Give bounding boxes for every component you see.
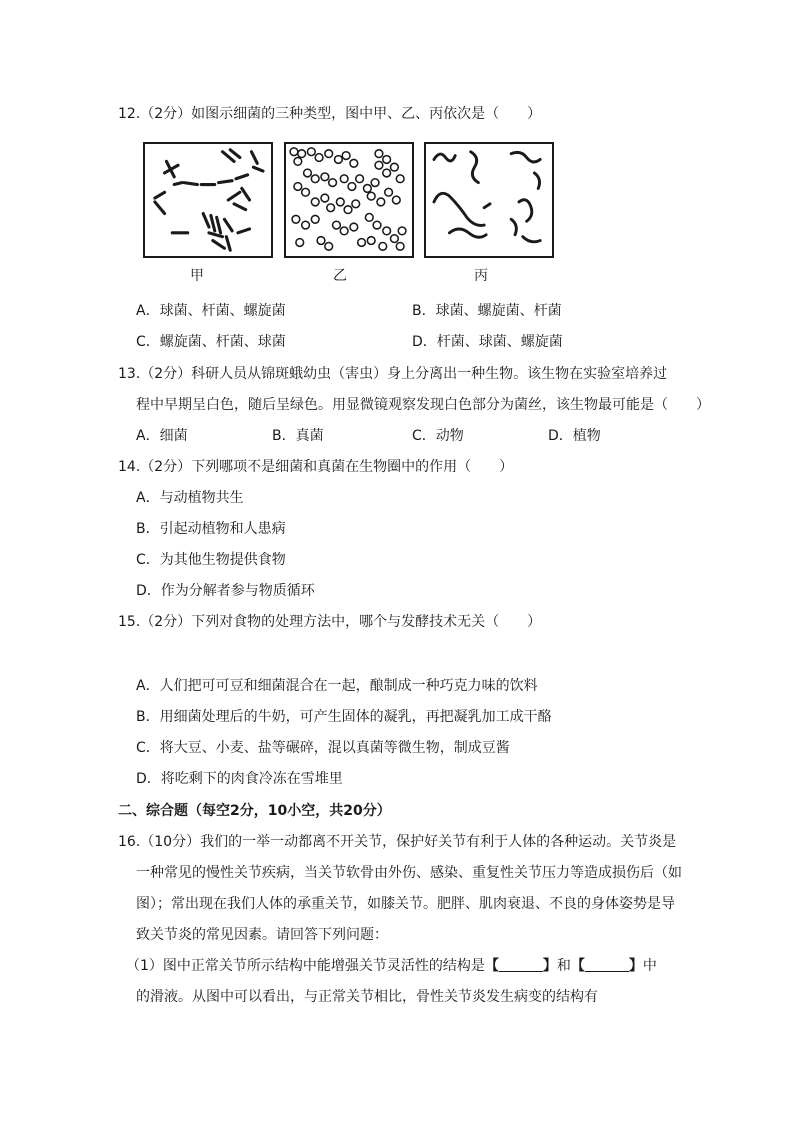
q16-line-6: 的滑液。从图中可以看出，与正常关节相比，骨性关节炎发生病变的结构有	[136, 989, 598, 1005]
bracket-open-2: 【	[570, 958, 585, 974]
q16-line-1: 16.（10分）我们的一举一动都离不开关节，保护好关节有利于人体的各种运动。关节炎是	[118, 834, 677, 850]
bracket-close-1: 】	[542, 958, 557, 974]
q16-sub1-tail: 中	[642, 958, 657, 974]
q16-sub1-and: 和	[556, 958, 571, 974]
answer-blank-2[interactable]	[585, 957, 629, 972]
q13-option-b[interactable]: B．真菌	[272, 428, 324, 444]
q16-line-4: 致关节炎的常见因素。请回答下列问题：	[136, 927, 388, 943]
q14-option-a[interactable]: A．与动植物共生	[136, 490, 244, 506]
q14-option-c[interactable]: C．为其他生物提供食物	[136, 552, 286, 568]
answer-blank-1[interactable]	[499, 957, 543, 972]
q13-option-c[interactable]: C．动物	[412, 428, 464, 444]
bacilli-panel	[143, 142, 273, 258]
q12-option-a[interactable]: A．球菌、杆菌、螺旋菌	[136, 303, 286, 319]
q13-stem-line-1: 13.（2分）科研人员从锦斑蛾幼虫（害虫）身上分离出一种生物。该生物在实验室培养过	[118, 366, 668, 382]
q15-option-b[interactable]: B．用细菌处理后的牛奶，可产生固体的凝乳，再把凝乳加工成干酪	[136, 709, 552, 725]
spirilla-panel	[424, 142, 554, 258]
bracket-close-2: 】	[628, 958, 643, 974]
q13-option-d[interactable]: D．植物	[548, 428, 601, 444]
cocci-drawing	[286, 144, 412, 256]
cocci-panel	[284, 142, 414, 258]
bracket-open-1: 【	[484, 958, 499, 974]
q14-stem: 14.（2分）下列哪项不是细菌和真菌在生物圈中的作用（ ）	[118, 459, 514, 475]
q12-stem: 12.（2分）如图示细菌的三种类型，图中甲、乙、丙依次是（ ）	[118, 106, 542, 122]
q15-option-d[interactable]: D．将吃剩下的肉食冷冻在雪堆里	[136, 771, 343, 787]
q15-option-c[interactable]: C．将大豆、小麦、盐等碾碎，混以真菌等微生物，制成豆酱	[136, 740, 510, 756]
q14-option-d[interactable]: D．作为分解者参与物质循环	[136, 583, 315, 599]
q16-subquestion-1	[126, 955, 657, 975]
panel-label-bing: 丙	[474, 268, 488, 284]
q15-option-a[interactable]: A．人们把可可豆和细菌混合在一起，酿制成一种巧克力味的饮料	[136, 678, 538, 694]
q12-option-c[interactable]: C．螺旋菌、杆菌、球菌	[136, 334, 286, 350]
q16-line-2: 一种常见的慢性关节疾病，当关节软骨由外伤、感染、重复性关节压力等造成损伤后（如	[136, 865, 682, 881]
panel-label-jia: 甲	[190, 268, 204, 284]
q15-stem: 15.（2分）下列对食物的处理方法中，哪个与发酵技术无关（ ）	[118, 614, 542, 630]
q12-option-b[interactable]: B．球菌、螺旋菌、杆菌	[412, 303, 562, 319]
section-2-title: 二、综合题（每空2分，10小空，共20分）	[118, 803, 391, 819]
q16-line-3: 图）；常出现在我们人体的承重关节，如膝关节。肥胖、肌肉衰退、不良的身体姿势是导	[136, 896, 675, 912]
spirilla-drawing	[426, 144, 552, 256]
q13-stem-line-2: 程中早期呈白色，随后呈绿色。用显微镜观察发现白色部分为菌丝，该生物最可能是（ ）	[136, 397, 710, 413]
q16-sub1-text: （1）图中正常关节所示结构中能增强关节灵活性的结构是	[126, 958, 485, 974]
bacilli-drawing	[145, 144, 271, 256]
panel-label-yi: 乙	[333, 268, 347, 284]
q14-option-b[interactable]: B．引起动植物和人患病	[136, 521, 286, 537]
q13-option-a[interactable]: A．细菌	[136, 428, 188, 444]
q12-option-d[interactable]: D．杆菌、球菌、螺旋菌	[412, 334, 563, 350]
